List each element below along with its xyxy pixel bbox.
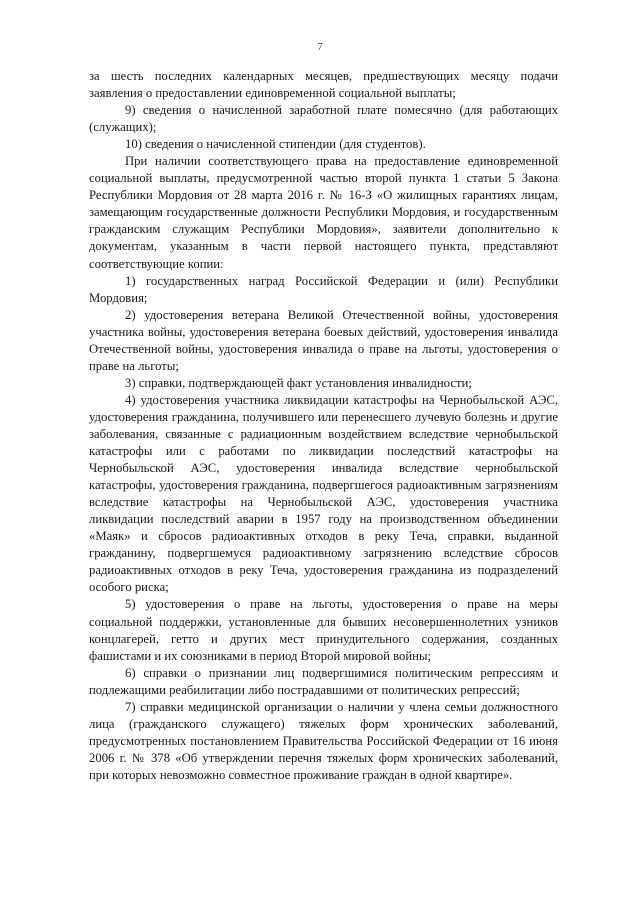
document-body — [89, 68, 558, 784]
paragraph-2: 9) сведения о начисленной заработной плате помесячно (для работающих (служащих); — [89, 103, 558, 135]
paragraph-10: 6) справки о признании лиц подвергшимися политическим репрессиям и подлежащими реабилитации либо пострадавшими от политических репрессий; — [89, 665, 558, 697]
paragraph-1: за шесть последних календарных месяцев, предшествующих месяцу подачи заявления о предоставлении единовременной социальной выплаты; — [89, 69, 558, 101]
paragraph-3: 10) сведения о начисленной стипендии (для студентов). — [125, 137, 426, 152]
paragraph-5: 1) государственных наград Российской Федерации и (или) Республики Мордовия; — [89, 273, 558, 305]
paragraph-6: 2) удостоверения ветерана Великой Отечественной войны, удостоверения участника войны, удостоверения ветерана боевых действий, удостоверения инвалида Отечественной войны, удостоверения инвалида о праве на льготы, удостоверения о праве на льготы; — [89, 307, 558, 373]
paragraph-11: 7) справки медицинской организации о наличии у члена семьи должностного лица (гражданского служащего) тяжелых форм хронических заболеваний, предусмотренных постановлением Правительства Российской Федерации от 16 июня 2006 г. № 378 «Об утверждении перечня тяжелых форм хронических заболеваний, при которых невозможно совместное проживание граждан в одной квартире». — [89, 699, 558, 782]
paragraph-4: При наличии соответствующего права на предоставление единовременной социальной выплаты, предусмотренной частью второй пункта 1 статьи 5 Закона Республики Мордовия от 28 марта 2016 г. № 16-З «О жилищных гарантиях лицам, замещающим государственные должности Республики Мордовия, и государственным гражданским служащим Республики Мордовия», заявители дополнительно к документам, указанным в части первой настоящего пункта, представляют соответствующие копии: — [89, 154, 558, 271]
page-number: 7 — [317, 41, 323, 53]
paragraph-9: 5) удостоверения о праве на льготы, удостоверения о праве на меры социальной поддержки, установленные для бывших несовершеннолетних узников концлагерей, гетто и других мест принудительного содержания, созданных фашистами и их союзниками в период Второй мировой войны; — [89, 597, 558, 663]
paragraph-8: 4) удостоверения участника ликвидации катастрофы на Чернобыльской АЭС, удостоверения гражданина, получившего или перенесшего лучевую болезнь и другие заболевания, связанные с радиационным воздействием вследствие чернобыльской катастрофы или с работами по ликвидации последствий катастрофы на Чернобыльской АЭС, удостоверения инвалида вследствие чернобыльской катастрофы, удостоверения гражданина, подвергшегося радиоактивным загрязнениям вследствие катастрофы на Чернобыльской АЭС, удостоверения участника ликвидации последствий аварии в 1957 году на производственном объединении «Маяк» и сбросов радиоактивных отходов в реку Теча, справки, выданной гражданину, подвергшемуся радиоактивному загрязнению вследствие сбросов радиоактивных отходов в реку Теча, удостоверения гражданина из подразделений особого риска; — [89, 392, 558, 595]
paragraph-7: 3) справки, подтверждающей факт установления инвалидности; — [125, 375, 472, 390]
